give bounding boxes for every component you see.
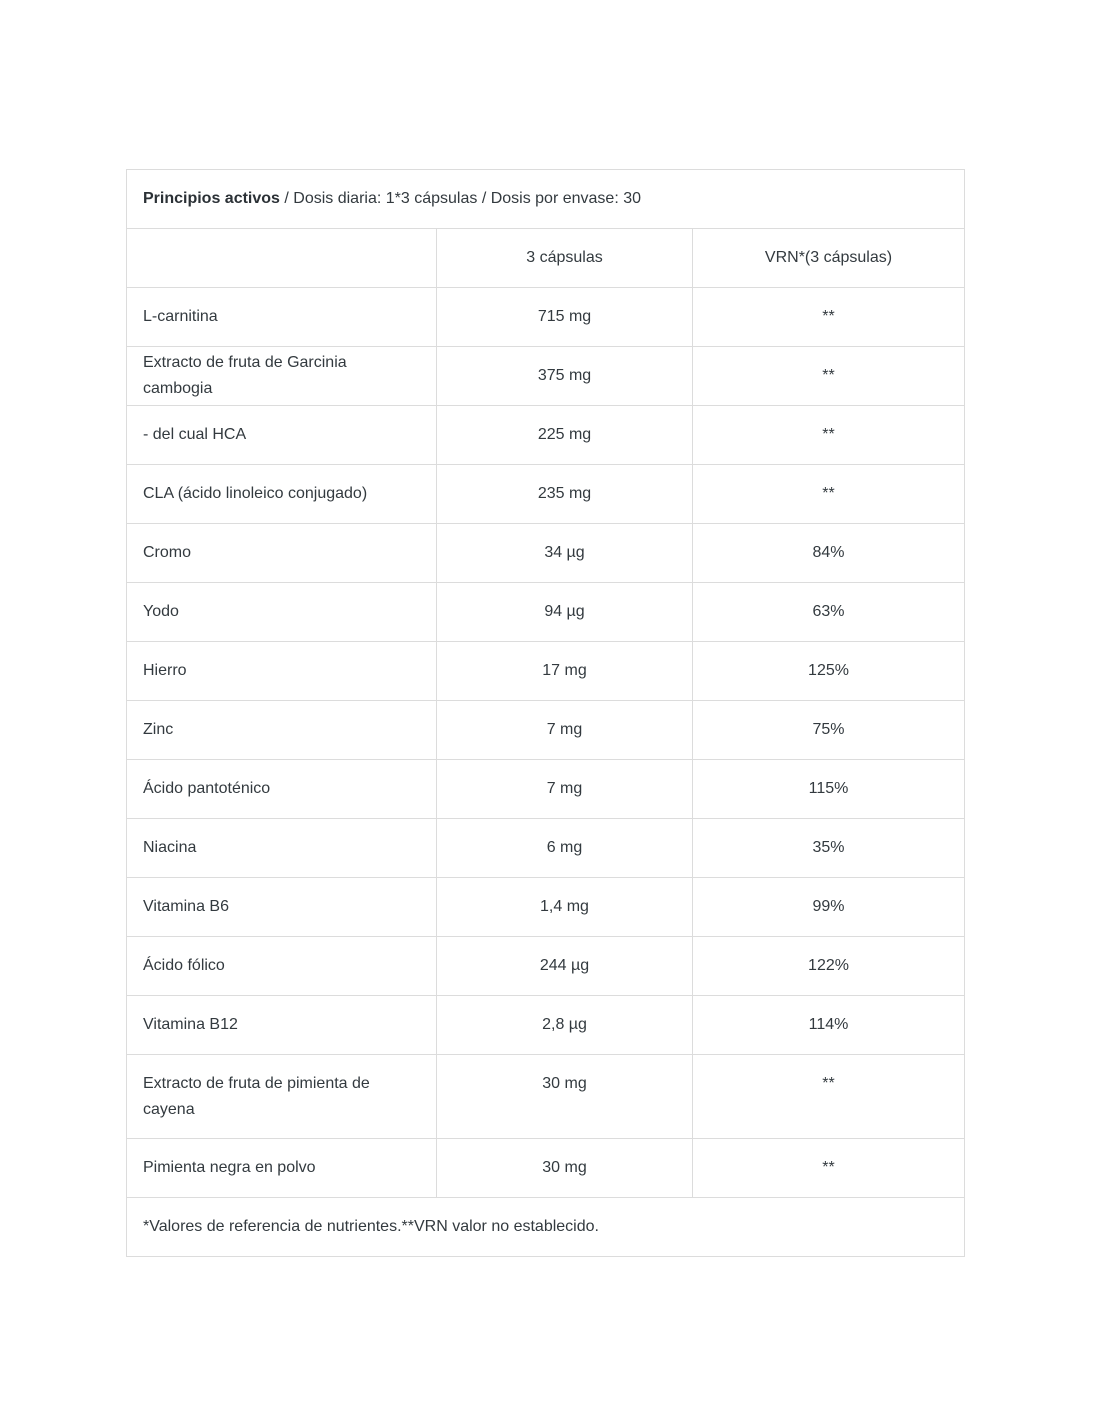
table-header-row xyxy=(127,229,965,288)
table-footnote: *Valores de referencia de nutrientes.**VRN valor no establecido. xyxy=(127,1198,965,1257)
row-vrn: ** xyxy=(693,347,965,406)
row-vrn: ** xyxy=(693,1139,965,1198)
row-vrn: ** xyxy=(693,406,965,465)
nutrition-table xyxy=(126,169,965,1257)
row-name: Niacina xyxy=(127,819,437,878)
header-col-amount: 3 cápsulas xyxy=(437,229,693,288)
row-vrn: 75% xyxy=(693,701,965,760)
row-amount: 1,4 mg xyxy=(437,878,693,937)
row-name: Ácido pantoténico xyxy=(127,760,437,819)
table-row xyxy=(127,583,965,642)
table-title-row xyxy=(127,170,965,229)
row-vrn: 63% xyxy=(693,583,965,642)
row-amount: 34 µg xyxy=(437,524,693,583)
table-row xyxy=(127,465,965,524)
row-name: Pimienta negra en polvo xyxy=(127,1139,437,1198)
row-name: CLA (ácido linoleico conjugado) xyxy=(127,465,437,524)
table-title-bold: Principios activos xyxy=(143,190,280,207)
row-vrn: 122% xyxy=(693,937,965,996)
table-row xyxy=(127,406,965,465)
table-title xyxy=(127,170,965,229)
header-col-vrn: VRN*(3 cápsulas) xyxy=(693,229,965,288)
row-vrn: 114% xyxy=(693,996,965,1055)
row-vrn: ** xyxy=(693,465,965,524)
row-name: Extracto de fruta de pimienta de cayena xyxy=(127,1055,437,1139)
row-amount: 7 mg xyxy=(437,760,693,819)
row-name: Cromo xyxy=(127,524,437,583)
header-col-name xyxy=(127,229,437,288)
row-amount: 30 mg xyxy=(437,1055,693,1139)
row-amount: 2,8 µg xyxy=(437,996,693,1055)
row-vrn: 115% xyxy=(693,760,965,819)
table-title-rest: / Dosis diaria: 1*3 cápsulas / Dosis por envase: 30 xyxy=(279,190,642,207)
table-row xyxy=(127,642,965,701)
table-row xyxy=(127,996,965,1055)
row-name: Yodo xyxy=(127,583,437,642)
nutrition-table-container xyxy=(126,169,964,1257)
row-name: Ácido fólico xyxy=(127,937,437,996)
row-vrn: 84% xyxy=(693,524,965,583)
row-vrn: 35% xyxy=(693,819,965,878)
row-amount: 94 µg xyxy=(437,583,693,642)
row-name: L-carnitina xyxy=(127,288,437,347)
table-row xyxy=(127,819,965,878)
row-amount: 375 mg xyxy=(437,347,693,406)
table-row xyxy=(127,760,965,819)
row-amount: 30 mg xyxy=(437,1139,693,1198)
table-row xyxy=(127,1139,965,1198)
row-amount: 6 mg xyxy=(437,819,693,878)
row-amount: 715 mg xyxy=(437,288,693,347)
row-amount: 225 mg xyxy=(437,406,693,465)
table-row xyxy=(127,937,965,996)
table-row xyxy=(127,288,965,347)
row-amount: 7 mg xyxy=(437,701,693,760)
table-footer-row xyxy=(127,1198,965,1257)
row-amount: 235 mg xyxy=(437,465,693,524)
row-name: - del cual HCA xyxy=(127,406,437,465)
row-amount: 17 mg xyxy=(437,642,693,701)
row-name: Vitamina B6 xyxy=(127,878,437,937)
row-name: Zinc xyxy=(127,701,437,760)
table-row xyxy=(127,1055,965,1139)
row-vrn: ** xyxy=(693,1055,965,1139)
table-row xyxy=(127,701,965,760)
table-row xyxy=(127,524,965,583)
row-name: Extracto de fruta de Garcinia cambogia xyxy=(127,347,437,406)
row-name: Hierro xyxy=(127,642,437,701)
row-vrn: 99% xyxy=(693,878,965,937)
row-name: Vitamina B12 xyxy=(127,996,437,1055)
row-amount: 244 µg xyxy=(437,937,693,996)
table-row xyxy=(127,347,965,406)
table-row xyxy=(127,878,965,937)
row-vrn: ** xyxy=(693,288,965,347)
row-vrn: 125% xyxy=(693,642,965,701)
